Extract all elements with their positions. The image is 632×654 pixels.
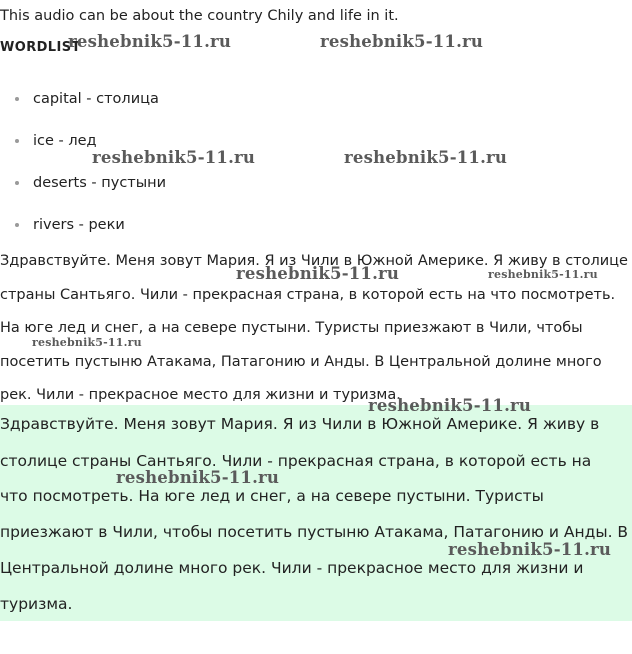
paragraph-line: Здравствуйте. Меня зовут Мария. Я из Чили в Южной Америке. Я живу в столице <box>0 253 628 269</box>
watermark: reshebnik5-11.ru <box>92 148 256 167</box>
watermark: reshebnik5-11.ru <box>32 336 142 349</box>
translation-line: туризма. <box>0 595 73 613</box>
watermark: reshebnik5-11.ru <box>448 540 612 559</box>
translation-line: Центральной долине много рек. Чили - прекрасное место для жизни и <box>0 559 584 577</box>
wordlist-item <box>0 130 400 172</box>
wordlist-item-text: capital - столица <box>33 91 159 107</box>
translation-line: приезжают в Чили, чтобы посетить пустыню Атакама, Патагонию и Анды. В <box>0 523 629 541</box>
translation-block <box>0 405 632 621</box>
watermark: reshebnik5-11.ru <box>488 268 598 281</box>
wordlist-item-text: rivers - реки <box>33 217 125 233</box>
watermark: reshebnik5-11.ru <box>116 468 280 487</box>
watermark: reshebnik5-11.ru <box>68 32 232 51</box>
wordlist-heading: WORDLIST <box>0 40 81 55</box>
bullet-icon <box>15 223 19 227</box>
watermark: reshebnik5-11.ru <box>368 396 532 415</box>
wordlist-item <box>0 172 400 214</box>
translation-line: Здравствуйте. Меня зовут Мария. Я из Чили в Южной Америке. Я живу в <box>0 415 600 433</box>
translation-line: что посмотреть. На юге лед и снег, а на севере пустыни. Туристы <box>0 487 544 505</box>
russian-paragraph <box>0 245 632 413</box>
wordlist-item-text: deserts - пустыни <box>33 175 167 191</box>
watermark: reshebnik5-11.ru <box>344 148 508 167</box>
wordlist <box>0 88 400 256</box>
intro-text: This audio can be about the country Chily and life in it. <box>0 8 399 24</box>
bullet-icon <box>15 181 19 185</box>
wordlist-item-text: ice - лед <box>33 133 97 149</box>
bullet-icon <box>15 97 19 101</box>
translation-line: столице страны Сантьяго. Чили - прекрасная страна, в которой есть на <box>0 452 592 470</box>
watermark: reshebnik5-11.ru <box>320 32 484 51</box>
watermark: reshebnik5-11.ru <box>236 264 400 283</box>
bullet-icon <box>15 139 19 143</box>
paragraph-line: рек. Чили - прекрасное место для жизни и туризма. <box>0 387 401 403</box>
paragraph-line: страны Сантьяго. Чили - прекрасная страна, в которой есть на что посмотреть. <box>0 286 616 303</box>
wordlist-item <box>0 88 400 130</box>
paragraph-line: На юге лед и снег, а на севере пустыни. Туристы приезжают в Чили, чтобы <box>0 320 583 336</box>
paragraph-line: посетить пустыню Атакама, Патагонию и Анды. В Центральной долине много <box>0 353 602 370</box>
